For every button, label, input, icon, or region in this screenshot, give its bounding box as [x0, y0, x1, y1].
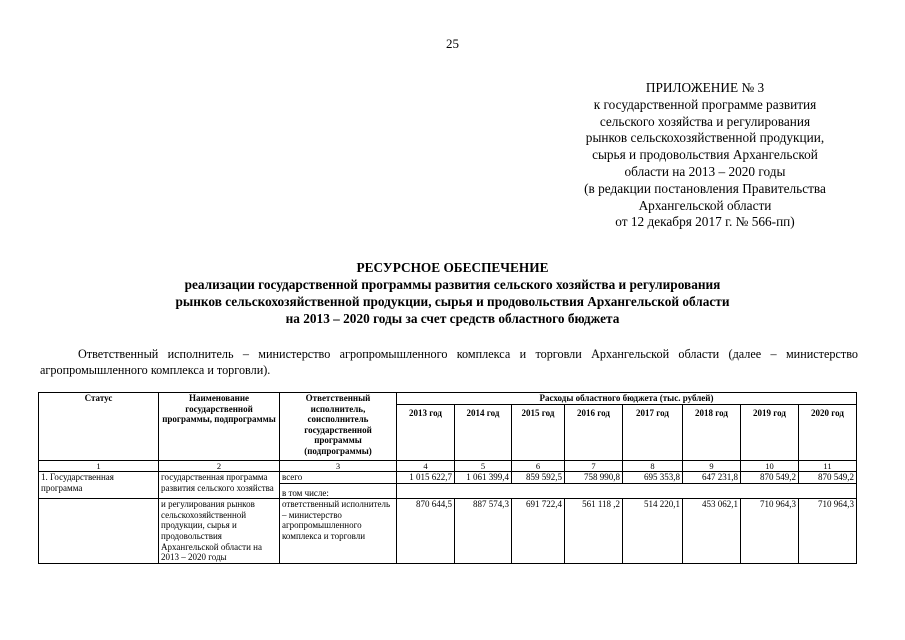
row-program-name-continued: и регулирования рынков сельскохозяйственной продукции, сырья и продовольствия Архангельской области на 2013 – 2020 годы	[159, 499, 280, 564]
header-program-name: Наименование государственной программы, подпрограммы	[159, 393, 280, 461]
total-value: 859 592,5	[512, 472, 565, 484]
ministry-value: 514 220,1	[623, 499, 683, 564]
column-number: 7	[565, 461, 623, 472]
responsible-executor-text: Ответственный исполнитель – министерство агропромышленного комплекса и торговли Архангельской области (далее – министерство агропромышленного комплекса и торговли).	[40, 347, 858, 377]
appendix-line: (в редакции постановления Правительства	[584, 180, 826, 196]
column-number: 5	[455, 461, 512, 472]
column-number: 6	[512, 461, 565, 472]
header-year: 2020 год	[799, 405, 857, 461]
total-value: 647 231,8	[683, 472, 741, 484]
appendix-line: области на 2013 – 2020 годы	[624, 163, 786, 179]
title-line: рынков сельскохозяйственной продукции, сырья и продовольствия Архангельской области	[175, 294, 730, 309]
header-year: 2014 год	[455, 405, 512, 461]
header-year: 2017 год	[623, 405, 683, 461]
column-number: 11	[799, 461, 857, 472]
total-value: 758 990,8	[565, 472, 623, 484]
header-year: 2015 год	[512, 405, 565, 461]
page-number: 25	[446, 36, 459, 51]
column-number: 8	[623, 461, 683, 472]
row-program-name: государственная программа развития сельского хозяйства	[159, 472, 280, 499]
appendix-line: сырья и продовольствия Архангельской	[592, 147, 818, 163]
appendix-line: рынков сельскохозяйственной продукции,	[585, 130, 825, 146]
ministry-value: 561 118 ,2	[565, 499, 623, 564]
title-line: реализации государственной программы развития сельского хозяйства и регулирования	[184, 277, 721, 292]
header-year: 2018 год	[683, 405, 741, 461]
budget-table	[38, 392, 857, 564]
table-row	[39, 472, 857, 484]
column-number: 10	[741, 461, 799, 472]
column-number: 1	[39, 461, 159, 472]
document-title	[0, 259, 905, 327]
header-executor: Ответственный исполнитель, соисполнитель государственной программы (подпрограммы)	[280, 393, 397, 461]
ministry-value: 691 722,4	[512, 499, 565, 564]
header-year: 2013 год	[397, 405, 455, 461]
total-value: 1 061 399,4	[455, 472, 512, 484]
title-line: на 2013 – 2020 годы за счет средств областного бюджета	[285, 311, 620, 326]
appendix-line: сельского хозяйства и регулирования	[599, 113, 811, 129]
appendix-block	[540, 80, 870, 231]
header-expenses: Расходы областного бюджета (тыс. рублей)	[397, 393, 857, 405]
column-number: 9	[683, 461, 741, 472]
ministry-value: 870 644,5	[397, 499, 455, 564]
appendix-line: к государственной программе развития	[593, 96, 817, 112]
ministry-value: 710 964,3	[799, 499, 857, 564]
total-value: 870 549,2	[741, 472, 799, 484]
appendix-line: ПРИЛОЖЕНИЕ № 3	[645, 80, 765, 95]
ministry-value: 453 062,1	[683, 499, 741, 564]
row-executor-ministry: ответственный исполнитель – министерство агропромышленного комплекса и торговли	[280, 499, 397, 564]
total-value: 870 549,2	[799, 472, 857, 484]
total-value: 695 353,8	[623, 472, 683, 484]
appendix-line: от 12 декабря 2017 г. № 566-пп)	[615, 214, 795, 230]
header-year: 2016 год	[565, 405, 623, 461]
table-row	[39, 499, 857, 564]
row-executor-total: всего	[280, 472, 397, 484]
column-number: 3	[280, 461, 397, 472]
title-line: РЕСУРСНОЕ ОБЕСПЕЧЕНИЕ	[356, 260, 549, 275]
row-status: 1. Государственная программа	[39, 472, 159, 499]
column-number: 4	[397, 461, 455, 472]
header-year: 2019 год	[741, 405, 799, 461]
row-executor-including: в том числе:	[280, 483, 397, 499]
header-status: Статус	[39, 393, 159, 461]
ministry-value: 710 964,3	[741, 499, 799, 564]
appendix-line: Архангельской области	[638, 197, 772, 213]
total-value: 1 015 622,7	[397, 472, 455, 484]
ministry-value: 887 574,3	[455, 499, 512, 564]
column-number: 2	[159, 461, 280, 472]
